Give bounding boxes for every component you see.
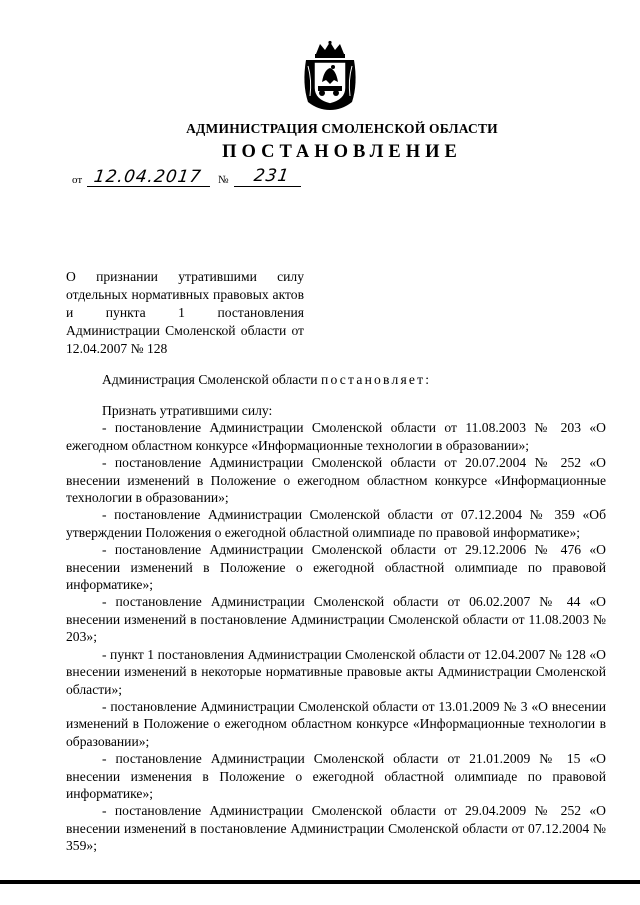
- organization-title: АДМИНИСТРАЦИЯ СМОЛЕНСКОЙ ОБЛАСТИ: [186, 121, 498, 136]
- list-item: - постановление Администрации Смоленской области от 07.12.2004 № 359 «Об утверждении Положения о ежегодной областной олимпиаде по правовой информатике»;: [66, 507, 606, 540]
- preamble: [102, 371, 431, 389]
- date-label: от: [72, 174, 83, 186]
- list-item: - постановление Администрации Смоленской области от 06.02.2007 № 44 «О внесении изменений в постановление Администрации Смоленской области от 11.08.2003 № 203»;: [66, 594, 606, 645]
- preamble-text: Администрация Смоленской области: [102, 372, 318, 387]
- date-number-line: [72, 168, 332, 190]
- number-underline: [234, 186, 301, 187]
- list-item: - постановление Администрации Смоленской области от 29.12.2006 № 476 «О внесении изменений в Положение о ежегодной областной олимпиаде по правовой информатике»;: [66, 542, 606, 593]
- list-item: - постановление Администрации Смоленской области от 11.08.2003 № 203 «О ежегодном областном конкурсе «Информационные технологии в образовании»;: [66, 420, 606, 453]
- document-number: 231: [252, 166, 291, 186]
- body-intro: Признать утратившими силу:: [102, 403, 273, 418]
- list-item: - постановление Администрации Смоленской области от 20.07.2004 № 252 «О внесении изменений в Положение о ежегодном областном конкурсе «Информационные технологии в образовании»;: [66, 455, 606, 506]
- document-subject: О признании утратившими силу отдельных нормативных правовых актов и пункта 1 постановления Администрации Смоленской области от 12.04.2007 № 128: [66, 269, 304, 356]
- list-item: - постановление Администрации Смоленской области от 21.01.2009 № 15 «О внесении изменения в Положение о ежегодной областной олимпиаде по правовой информатике»;: [66, 751, 606, 801]
- document-date: 12.04.2017: [92, 167, 203, 187]
- preamble-verb: постановляет:: [320, 372, 432, 387]
- number-label: №: [218, 174, 229, 186]
- page-bottom-rule: [0, 880, 640, 884]
- list-item: - пункт 1 постановления Администрации Смоленской области от 12.04.2007 № 128 «О внесении изменений в некоторые нормативные правовые акты Администрации Смоленской области»;: [66, 646, 606, 697]
- list-item: - постановление Администрации Смоленской области от 13.01.2009 № 3 «О внесении изменений в Положение о ежегодном областном конкурсе «Информационные технологии в образовании»;: [66, 698, 606, 749]
- document-body: [66, 402, 606, 855]
- coat-of-arms-icon: [298, 40, 362, 112]
- list-item: - постановление Администрации Смоленской области от 29.04.2009 № 252 «О внесении изменений в постановление Администрации Смоленской области от 07.12.2004 № 359»;: [66, 803, 606, 854]
- document-type-title: ПОСТАНОВЛЕНИЕ: [222, 142, 462, 162]
